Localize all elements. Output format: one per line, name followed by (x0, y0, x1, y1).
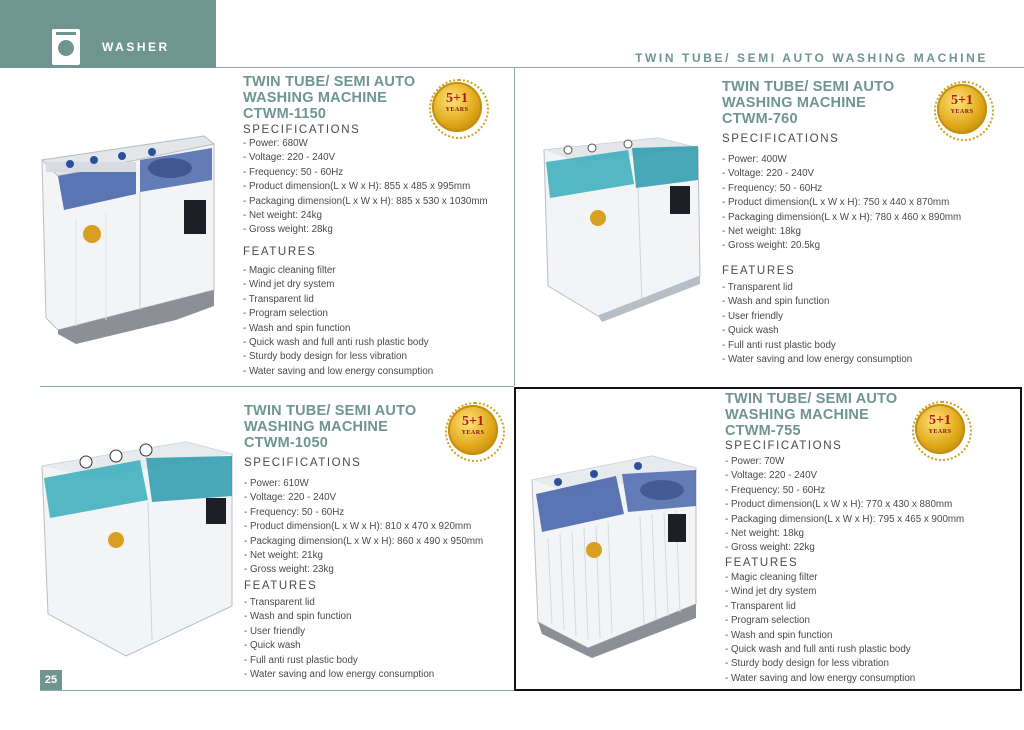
spec-item: - Packaging dimension(L x W x H): 795 x 465 x 900mm (725, 513, 965, 525)
feature-item: - Water saving and low energy consumption (244, 668, 435, 680)
badge-main-text: 5+1 (951, 93, 973, 108)
spec-item: - Voltage: 220 - 240V (243, 152, 336, 164)
features-heading: FEATURES (243, 246, 317, 258)
title-line2: WASHING MACHINE (243, 90, 387, 106)
spec-item: - Voltage: 220 - 240V (722, 168, 815, 180)
model-number: CTWM-755 (725, 423, 801, 439)
feature-item: - Quick wash and full anti rush plastic body (725, 643, 911, 655)
features-heading: FEATURES (722, 265, 796, 277)
spec-item: - Packaging dimension(L x W x H): 885 x 530 x 1030mm (243, 195, 488, 207)
product-image-ctwm-1150 (36, 130, 218, 348)
feature-item: - Sturdy body design for less vibration (243, 351, 407, 363)
feature-item: - Quick wash and full anti rush plastic body (243, 336, 429, 348)
feature-item: - Water saving and low energy consumption (243, 365, 434, 377)
spec-item: - Frequency: 50 - 60Hz (244, 506, 345, 518)
badge-sub-text: YEARS (445, 107, 469, 113)
spec-item: - Power: 70W (725, 456, 785, 467)
feature-item: - Wash and spin function (722, 296, 830, 308)
feature-item: - Magic cleaning filter (725, 572, 818, 583)
badge-sub-text: YEARS (928, 429, 952, 435)
badge-sub-text: YEARS (950, 109, 974, 115)
spec-item: - Packaging dimension(L x W x H): 780 x 460 x 890mm (722, 211, 962, 223)
feature-item: - Transparent lid (244, 597, 315, 608)
product-title (244, 403, 416, 451)
badge-sub-text: YEARS (461, 430, 485, 436)
feature-item: - Water saving and low energy consumption (725, 672, 916, 684)
feature-item: - Sturdy body design for less vibration (725, 658, 889, 670)
feature-item: - Transparent lid (725, 600, 796, 612)
product-image-ctwm-1050 (36, 436, 236, 660)
spec-item: - Gross weight: 22kg (725, 542, 815, 554)
badge-main-text: 5+1 (446, 91, 468, 106)
specifications-heading: SPECIFICATIONS (722, 133, 840, 145)
spec-item: - Voltage: 220 - 240V (725, 470, 818, 482)
specifications-heading: SPECIFICATIONS (244, 457, 362, 469)
spec-item: - Net weight: 21kg (244, 549, 323, 561)
product-image-ctwm-755 (528, 454, 700, 660)
features-heading: FEATURES (244, 580, 318, 592)
warranty-badge-2 (937, 84, 987, 134)
badge-main-text: 5+1 (929, 413, 951, 428)
feature-item: - Wash and spin function (244, 611, 352, 623)
header-rule (216, 67, 1024, 68)
warranty-badge-4 (915, 404, 965, 454)
feature-list (244, 596, 434, 682)
spec-list (244, 477, 483, 578)
feature-item: - Program selection (725, 615, 810, 627)
badge-main-text: 5+1 (462, 414, 484, 429)
feature-item: - Program selection (243, 308, 328, 320)
specifications-heading: SPECIFICATIONS (243, 124, 361, 136)
horizontal-divider (40, 386, 514, 387)
spec-item: - Product dimension(L x W x H): 810 x 470 x 920mm (244, 521, 472, 533)
spec-item: - Net weight: 18kg (725, 527, 804, 539)
page-number: 25 (40, 670, 62, 690)
feature-item: - Quick wash (244, 640, 301, 652)
warranty-badge-3 (448, 405, 498, 455)
header-tab (0, 0, 216, 68)
feature-item: - Water saving and low energy consumption (722, 353, 913, 365)
product-title (722, 79, 894, 127)
title-line1: TWIN TUBE/ SEMI AUTO (244, 403, 417, 419)
spec-item: - Gross weight: 23kg (244, 564, 334, 576)
washing-machine-icon (52, 29, 80, 65)
spec-list (243, 137, 488, 238)
feature-item: - Wash and spin function (243, 322, 351, 334)
product-title (725, 391, 897, 439)
model-number: CTWM-1050 (244, 435, 328, 451)
section-label: WASHER (102, 40, 170, 54)
feature-item: - Quick wash (722, 325, 779, 337)
feature-item: - Wash and spin function (725, 629, 833, 641)
feature-item: - Wind jet dry system (725, 586, 817, 598)
spec-item: - Product dimension(L x W x H): 855 x 485 x 995mm (243, 181, 471, 193)
spec-item: - Power: 610W (244, 478, 309, 489)
feature-item: - User friendly (244, 625, 305, 637)
specifications-heading: SPECIFICATIONS (725, 440, 843, 452)
title-line1: TWIN TUBE/ SEMI AUTO (243, 74, 416, 90)
spec-item: - Power: 400W (722, 154, 787, 165)
spec-item: - Frequency: 50 - 60Hz (725, 484, 826, 496)
title-line1: TWIN TUBE/ SEMI AUTO (725, 391, 898, 407)
feature-item: - Magic cleaning filter (243, 265, 336, 276)
spec-list (725, 455, 964, 556)
feature-item: - Transparent lid (243, 293, 314, 305)
spec-item: - Product dimension(L x W x H): 750 x 440 x 870mm (722, 197, 950, 209)
warranty-badge-1 (432, 82, 482, 132)
title-line2: WASHING MACHINE (722, 95, 866, 111)
spec-item: - Product dimension(L x W x H): 770 x 430 x 880mm (725, 499, 953, 511)
title-line2: WASHING MACHINE (725, 407, 869, 423)
feature-list (722, 281, 912, 367)
spec-list (722, 153, 961, 254)
page-title: TWIN TUBE/ SEMI AUTO WASHING MACHINE (635, 51, 988, 65)
feature-list (243, 264, 433, 379)
spec-item: - Power: 680W (243, 138, 308, 149)
product-title (243, 74, 415, 122)
title-line1: TWIN TUBE/ SEMI AUTO (722, 79, 895, 95)
spec-item: - Packaging dimension(L x W x H): 860 x 490 x 950mm (244, 535, 484, 547)
spec-item: - Frequency: 50 - 60Hz (243, 166, 344, 178)
feature-item: - Full anti rust plastic body (244, 654, 358, 666)
spec-item: - Voltage: 220 - 240V (244, 492, 337, 504)
bottom-rule (40, 690, 514, 691)
feature-item: - Transparent lid (722, 282, 793, 293)
spec-item: - Gross weight: 20.5kg (722, 240, 821, 252)
model-number: CTWM-760 (722, 111, 798, 127)
feature-item: - Wind jet dry system (243, 279, 335, 291)
spec-item: - Gross weight: 28kg (243, 224, 333, 236)
vertical-divider (514, 68, 515, 386)
spec-item: - Frequency: 50 - 60Hz (722, 182, 823, 194)
spec-item: - Net weight: 18kg (722, 225, 801, 237)
model-number: CTWM-1150 (243, 106, 327, 122)
feature-item: - Full anti rust plastic body (722, 339, 836, 351)
feature-item: - User friendly (722, 310, 783, 322)
title-line2: WASHING MACHINE (244, 419, 388, 435)
product-image-ctwm-760 (538, 136, 704, 322)
features-heading: FEATURES (725, 557, 799, 569)
feature-list (725, 571, 915, 686)
spec-item: - Net weight: 24kg (243, 209, 322, 221)
